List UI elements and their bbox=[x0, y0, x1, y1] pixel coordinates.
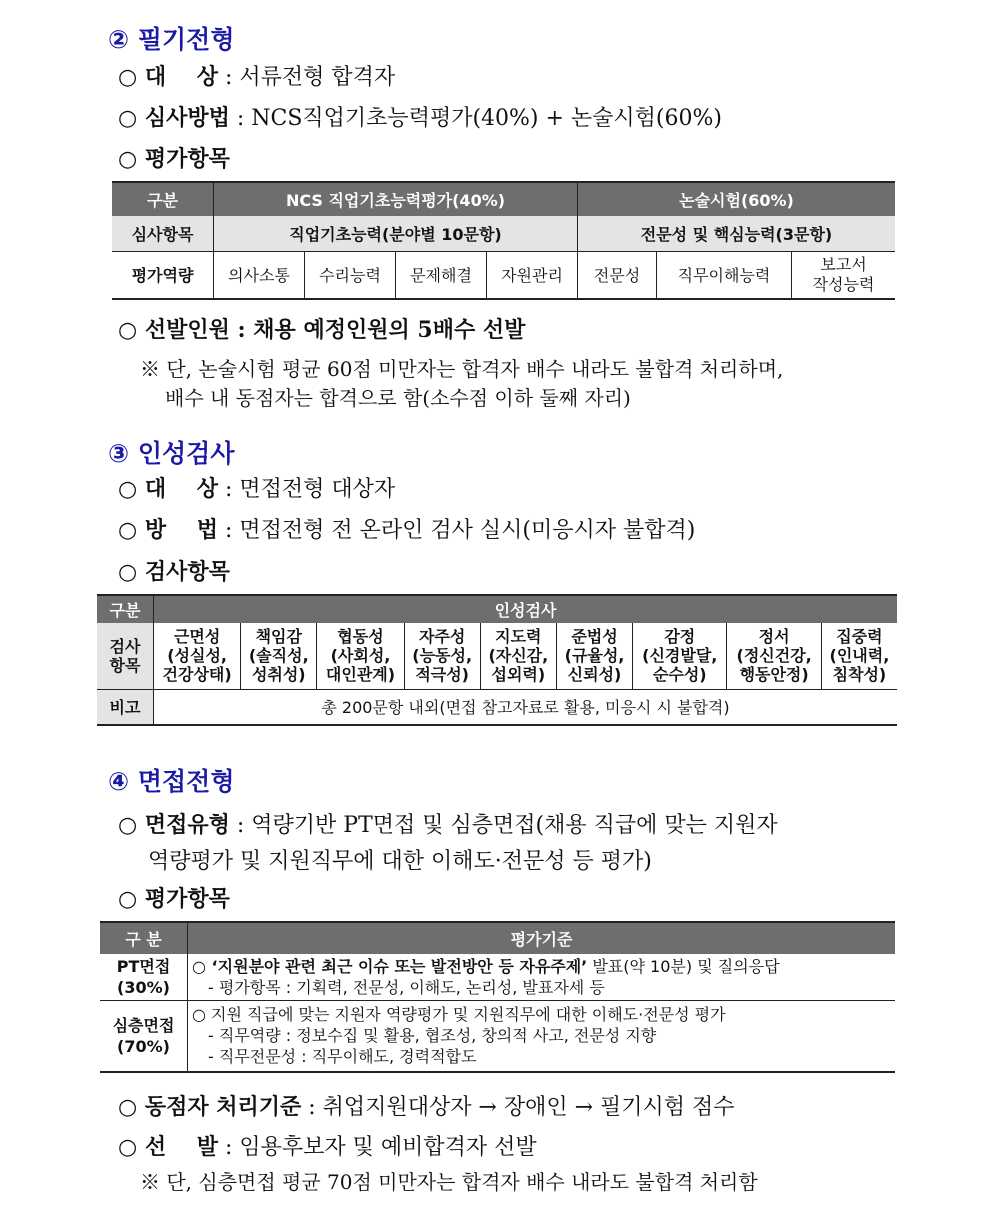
table-cell: 근면성 (성실성, 건강상태) bbox=[154, 623, 241, 689]
tie-break-line: ○ 동점자 처리기준 : 취업지원대상자 → 장애인 → 필기시험 점수 bbox=[118, 1094, 735, 1120]
note-line: 배수 내 동점자는 합격으로 함(소수점 이하 둘째 자리) bbox=[165, 386, 631, 410]
row-label: 심사항목 bbox=[112, 216, 214, 251]
personality-test-table bbox=[97, 594, 897, 726]
method-line: ○ 방 법 : 면접전형 전 온라인 검사 실시(미응시자 불합격) bbox=[118, 517, 696, 543]
items-heading: ○ 검사항목 bbox=[118, 559, 230, 585]
table-cell: ○ 지원 직급에 맞는 지원자 역량평가 및 지원직무에 대한 이해도·전문성 평가 - 직무역량 : 정보수집 및 활용, 협조성, 창의적 사고, 전문성 지향 - 직무전문성 : 직무이해도, 경력적합도 bbox=[192, 1005, 726, 1067]
table-cell: 감정 (신경발달, 순수성) bbox=[633, 623, 727, 689]
table-cell: 집중력 (인내력, 침착성) bbox=[829, 627, 890, 685]
table-cell: 전문성 및 핵심능력(3문항) bbox=[578, 216, 896, 251]
section-title-personality-test: ③ 인성검사 bbox=[108, 439, 235, 468]
table-cell: 보고서 작성능력 bbox=[812, 254, 875, 294]
table-cell: 직무이해능력 bbox=[657, 251, 792, 299]
section-title-interview: ④ 면접전형 bbox=[108, 767, 235, 796]
note-line: ※ 단, 심층면접 평균 70점 미만자는 합격자 배수 내라도 불합격 처리함 bbox=[140, 1170, 758, 1194]
table-cell: 전문성 bbox=[578, 251, 657, 299]
col-header: 평가기준 bbox=[188, 922, 896, 954]
table-cell: 정서 (정신건강, 행동안정) bbox=[727, 623, 821, 689]
interview-type-line: ○ 면접유형 : 역량기반 PT면접 및 심층면접(채용 직급에 맞는 지원자 bbox=[118, 812, 778, 838]
selection-line: ○ 선 발 : 임용후보자 및 예비합격자 선발 bbox=[118, 1134, 537, 1160]
table-cell: 직업기초능력(분야별 10문항) bbox=[214, 216, 578, 251]
col-header: 구분 bbox=[112, 182, 214, 216]
target-line: ○ 대 상 : 면접전형 대상자 bbox=[118, 476, 396, 502]
section-title-written-exam: ② 필기전형 bbox=[108, 25, 235, 54]
table-cell: 협동성 (사회성, 대인관계) bbox=[317, 623, 404, 689]
written-exam-table bbox=[112, 181, 895, 300]
table-cell: 의사소통 bbox=[214, 251, 305, 299]
table-cell: 책임감 (솔직성, 성취성) bbox=[241, 623, 317, 689]
col-header: NCS 직업기초능력평가(40%) bbox=[214, 182, 578, 216]
col-header: 구 분 bbox=[100, 922, 188, 954]
items-heading: ○ 평가항목 bbox=[118, 886, 230, 912]
table-cell: 지도력 (자신감, 섭외력) bbox=[480, 623, 556, 689]
row-label: 심층면접 (70%) bbox=[100, 1000, 188, 1072]
row-label: PT면접 (30%) bbox=[100, 954, 188, 1000]
row-label: 비고 bbox=[97, 689, 154, 725]
table-cell: 문제해결 bbox=[396, 251, 487, 299]
row-label: 검사 항목 bbox=[97, 623, 154, 689]
method-line: ○ 심사방법 : NCS직업기초능력평가(40%) + 논술시험(60%) bbox=[118, 105, 723, 131]
col-header: 인성검사 bbox=[154, 595, 898, 623]
col-header: 구분 bbox=[97, 595, 154, 623]
note-line: ※ 단, 논술시험 평균 60점 미만자는 합격자 배수 내라도 불합격 처리하며, bbox=[140, 357, 784, 381]
items-heading: ○ 평가항목 bbox=[118, 146, 230, 172]
table-cell: 준법성 (규율성, 신뢰성) bbox=[556, 623, 632, 689]
table-cell: 자원관리 bbox=[487, 251, 578, 299]
table-cell: 총 200문항 내외(면접 참고자료로 활용, 미응시 시 불합격) bbox=[321, 698, 730, 718]
col-header: 논술시험(60%) bbox=[578, 182, 896, 216]
table-cell: 수리능력 bbox=[305, 251, 396, 299]
table-cell: ○ ‘지원분야 관련 최근 이슈 또는 발전방안 등 자유주제’ 발표(약 10분) 및 질의응답 - 평가항목 : 기획력, 전문성, 이해도, 논리성, 발표자세 등 bbox=[192, 956, 780, 997]
interview-table bbox=[100, 921, 895, 1073]
row-label: 평가역량 bbox=[112, 251, 214, 299]
interview-type-line-2: 역량평가 및 지원직무에 대한 이해도·전문성 등 평가) bbox=[148, 849, 652, 874]
target-line: ○ 대 상 : 서류전형 합격자 bbox=[118, 64, 396, 90]
table-cell: 자주성 (능동성, 적극성) bbox=[404, 623, 480, 689]
selection-line: ○ 선발인원 : 채용 예정인원의 5배수 선발 bbox=[118, 317, 526, 343]
